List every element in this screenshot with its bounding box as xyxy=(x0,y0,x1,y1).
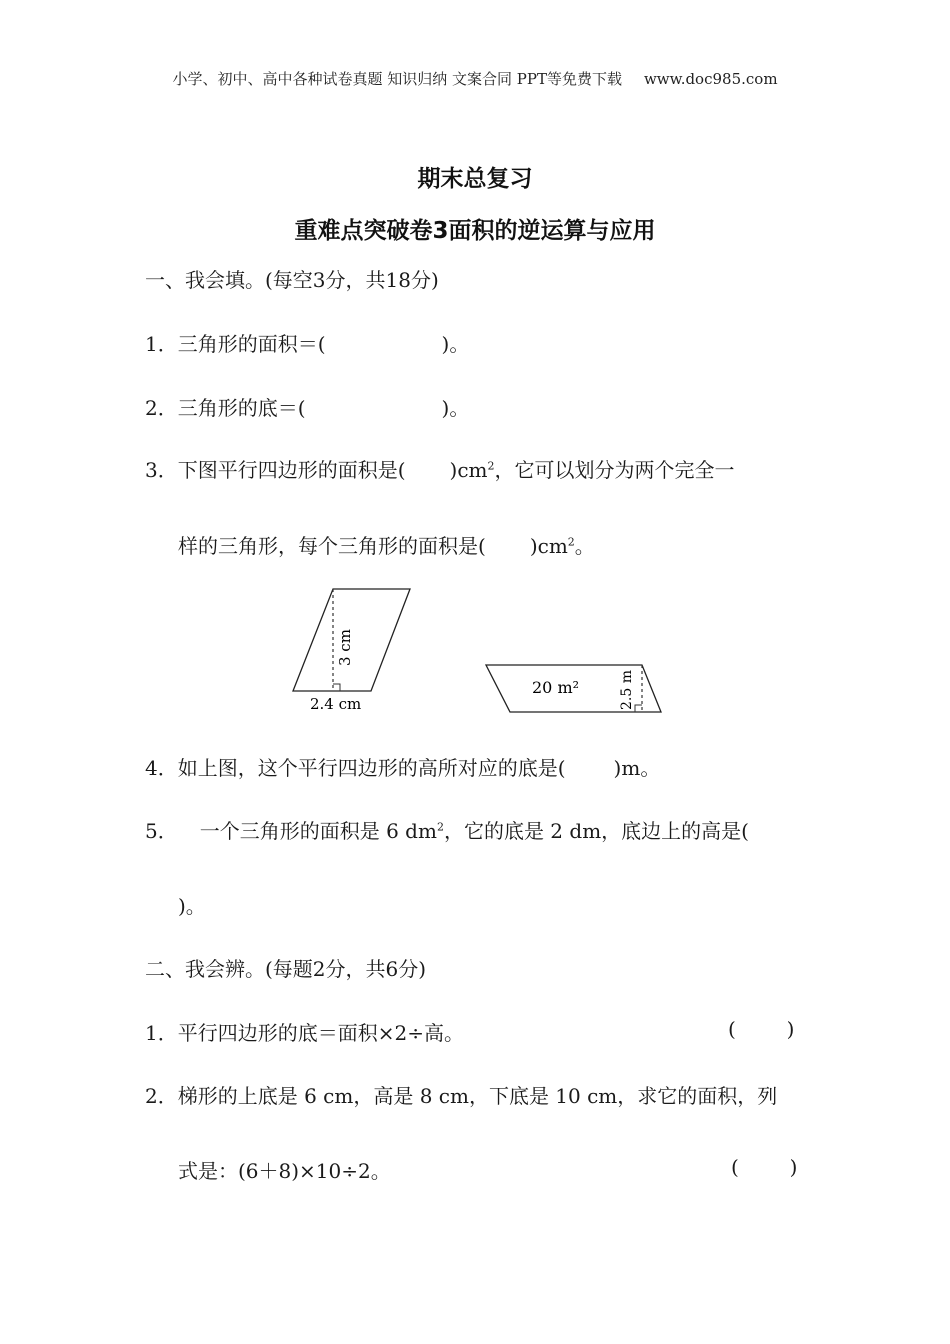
base-label: 2.4 cm xyxy=(310,695,362,713)
question-text: 如上图，这个平行四边形的高所对应的底是( xyxy=(177,756,566,780)
question-end: 。 xyxy=(574,534,595,558)
question-text: 一个三角形的面积是 6 dm xyxy=(199,819,437,843)
question-end: )m。 xyxy=(613,756,661,780)
page-title: 期末总复习 xyxy=(417,166,533,192)
question-5-line1 xyxy=(145,815,749,844)
question-number: 1． xyxy=(145,332,178,356)
judge-question-2-line2: 式是：(6＋8)×10÷2。 xyxy=(178,1159,391,1183)
right-angle-mark xyxy=(333,684,340,691)
question-text: 梯形的上底是 6 cm，高是 8 cm，下底是 10 cm，求它的面积，列 xyxy=(177,1084,778,1108)
height-label: 2.5 m xyxy=(619,670,635,710)
question-number: 3． xyxy=(145,458,178,482)
question-text: 样的三角形，每个三角形的面积是( xyxy=(178,534,486,558)
question-end: )。 xyxy=(441,332,470,356)
question-end: )。 xyxy=(178,894,206,918)
height-label: 3 cm xyxy=(336,629,354,666)
question-text-cont: ，它的底是 2 dm，底边上的高是( xyxy=(443,819,749,843)
judge-answer-paren[interactable]: ( ) xyxy=(728,1017,795,1041)
question-4 xyxy=(145,752,660,781)
unit-superscript: 2 xyxy=(567,535,575,549)
right-angle-mark xyxy=(635,705,642,712)
header-url[interactable]: www.doc985.com xyxy=(643,70,778,88)
question-number: 5． xyxy=(145,819,178,843)
question-text: 三角形的面积＝( xyxy=(177,332,326,356)
unit-superscript: 2 xyxy=(436,820,444,834)
area-label: 20 m² xyxy=(532,678,580,697)
judge-answer-paren[interactable]: ( ) xyxy=(731,1155,798,1179)
question-number: 1． xyxy=(145,1021,178,1045)
parallelogram-figure-1 xyxy=(293,589,410,713)
judge-question-1 xyxy=(145,1017,464,1046)
unit-superscript: 2 xyxy=(487,459,495,473)
question-text-cont: ，它可以划分为两个完全一 xyxy=(494,458,735,482)
section2-heading: 二、我会辨。(每题2分，共6分) xyxy=(145,957,427,981)
question-number: 2． xyxy=(145,396,178,420)
parallelogram-figure-2 xyxy=(486,665,661,712)
unit-text: )cm xyxy=(529,534,568,558)
question-5-line2 xyxy=(178,890,206,919)
question-number: 2． xyxy=(145,1084,178,1108)
question-end: )。 xyxy=(441,396,470,420)
question-number: 4． xyxy=(145,756,178,780)
judge-question-2-line1 xyxy=(145,1080,777,1109)
question-text: 三角形的底＝( xyxy=(177,396,306,420)
unit-text: )cm xyxy=(449,458,488,482)
question-text: 下图平行四边形的面积是( xyxy=(177,458,406,482)
header-text: 小学、初中、高中各种试卷真题 知识归纳 文案合同 PPT等免费下载 xyxy=(172,70,622,88)
page-subtitle: 重难点突破卷3面积的逆运算与应用 xyxy=(294,218,656,244)
question-text: 平行四边形的底＝面积×2÷高。 xyxy=(177,1021,464,1045)
section1-heading: 一、我会填。(每空3分，共18分) xyxy=(145,268,439,292)
